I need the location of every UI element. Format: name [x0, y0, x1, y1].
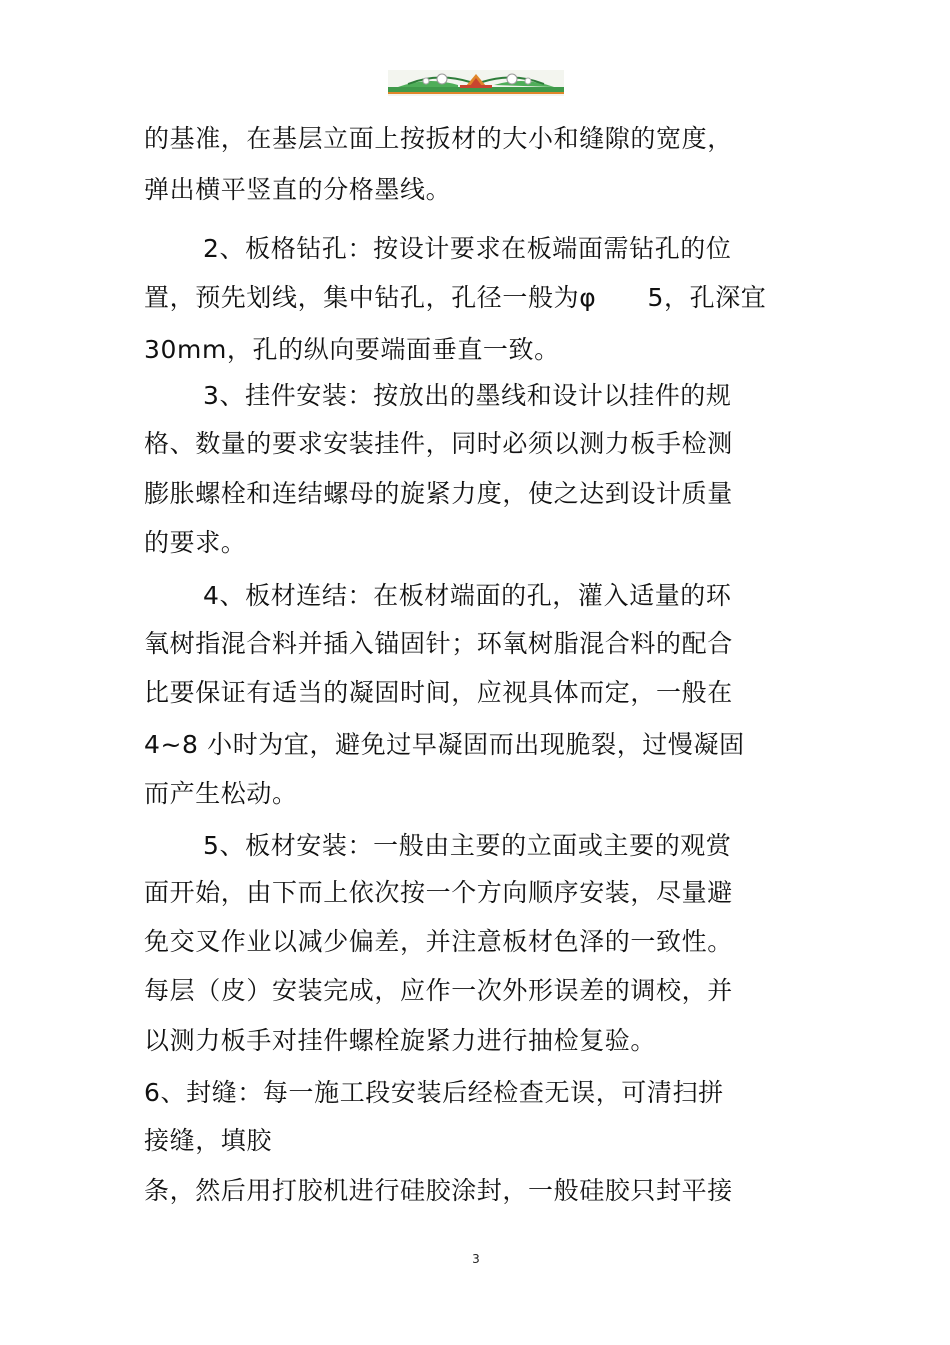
text-line-6: 3、挂件安装：按放出的墨线和设计以挂件的规	[203, 381, 732, 410]
text-line-4: 置，预先划线，集中钻孔，孔径一般为φ 5，孔深宜	[144, 283, 767, 312]
text-line-22: 条，然后用打胶机进行硅胶涂封，一般硅胶只封平接	[144, 1176, 733, 1205]
text-line-2: 弹出横平竖直的分格墨线。	[144, 175, 452, 204]
text-line-17: 免交叉作业以减少偏差，并注意板材色泽的一致性。	[144, 927, 733, 956]
text-line-19: 以测力板手对挂件螺栓旋紧力进行抽检复验。	[144, 1026, 657, 1055]
text-line-5: 30mm，孔的纵向要端面垂直一致。	[144, 335, 560, 364]
page-number: 3	[472, 1252, 480, 1266]
text-line-8: 膨胀螺栓和连结螺母的旋紧力度，使之达到设计质量	[144, 479, 733, 508]
text-line-13: 4~8 小时为宜，避免过早凝固而出现脆裂，过慢凝固	[144, 730, 745, 759]
text-line-20: 6、封缝：每一施工段安装后经检查无误，可清扫拼	[144, 1078, 724, 1107]
text-line-3: 2、板格钻孔：按设计要求在板端面需钻孔的位	[203, 234, 732, 263]
text-line-11: 氧树指混合料并插入锚固针；环氧树脂混合料的配合	[144, 629, 733, 658]
text-line-21: 接缝，填胶	[144, 1126, 273, 1155]
text-line-7: 格、数量的要求安装挂件，同时必须以测力板手检测	[144, 429, 733, 458]
text-line-15: 5、板材安装：一般由主要的立面或主要的观赏	[203, 831, 732, 860]
text-line-16: 面开始，由下而上依次按一个方向顺序安装，尽量避	[144, 878, 733, 907]
text-line-10: 4、板材连结：在板材端面的孔，灌入适量的环	[203, 581, 732, 610]
text-line-1: 的基准，在基层立面上按扳材的大小和缝隙的宽度，	[144, 124, 733, 153]
text-line-9: 的要求。	[144, 528, 247, 557]
text-line-12: 比要保证有适当的凝固时间，应视具体而定，一般在	[144, 678, 733, 707]
text-line-18: 每层（皮）安装完成，应作一次外形误差的调校，并	[144, 976, 733, 1005]
text-line-14: 而产生松动。	[144, 779, 298, 808]
header-logo-image	[388, 70, 564, 96]
